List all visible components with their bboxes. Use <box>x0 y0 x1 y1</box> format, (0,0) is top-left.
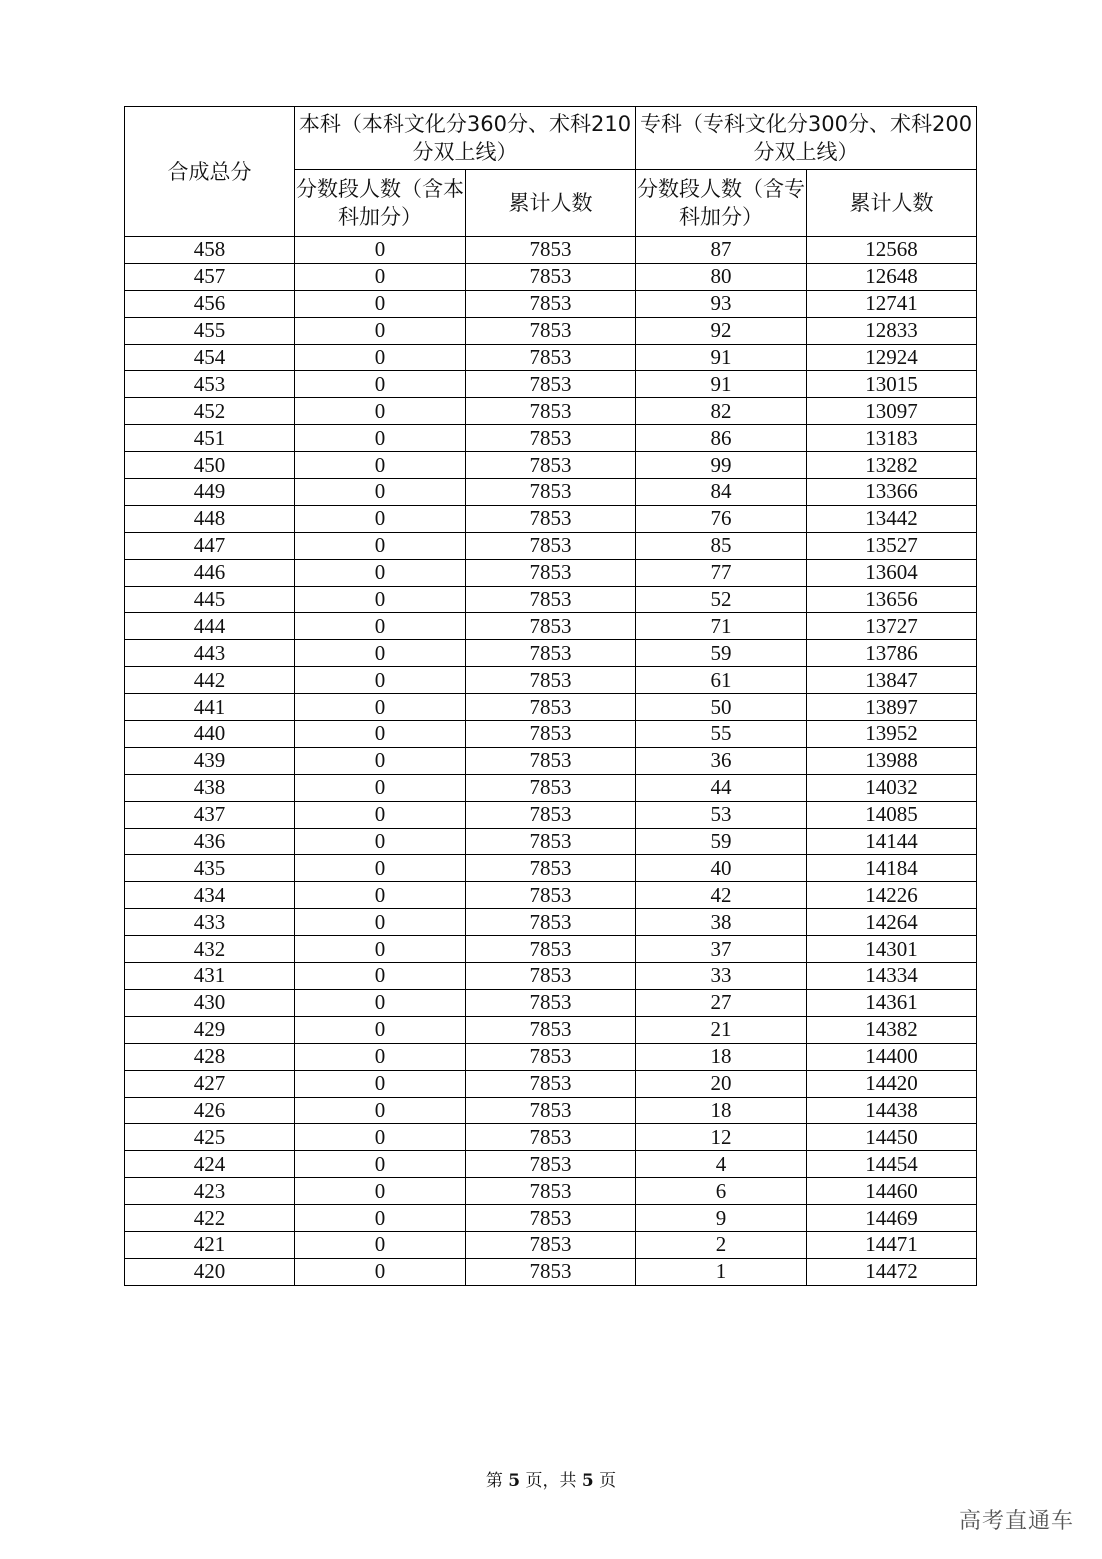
table-row <box>125 1231 977 1258</box>
table-row <box>125 1097 977 1124</box>
header-junior-cumulative: 累计人数 <box>807 170 977 237</box>
header-total-score: 合成总分 <box>125 107 295 237</box>
cell-total-score: 435 <box>125 855 295 882</box>
cell-junior-cumulative: 14032 <box>807 774 977 801</box>
cell-undergrad-cumulative: 7853 <box>466 667 636 694</box>
cell-undergrad-segment: 0 <box>295 801 466 828</box>
cell-junior-cumulative: 14450 <box>807 1124 977 1151</box>
cell-undergrad-segment: 0 <box>295 667 466 694</box>
table-row <box>125 801 977 828</box>
cell-junior-cumulative: 14144 <box>807 828 977 855</box>
cell-junior-segment: 1 <box>636 1258 807 1285</box>
cell-total-score: 425 <box>125 1124 295 1151</box>
cell-undergrad-cumulative: 7853 <box>466 882 636 909</box>
cell-undergrad-segment: 0 <box>295 1178 466 1205</box>
cell-undergrad-cumulative: 7853 <box>466 774 636 801</box>
cell-undergrad-segment: 0 <box>295 371 466 398</box>
table-row <box>125 1124 977 1151</box>
cell-junior-cumulative: 14400 <box>807 1043 977 1070</box>
cell-total-score: 451 <box>125 425 295 452</box>
cell-junior-segment: 99 <box>636 452 807 479</box>
cell-undergrad-cumulative: 7853 <box>466 963 636 990</box>
cell-junior-cumulative: 14264 <box>807 909 977 936</box>
cell-junior-segment: 37 <box>636 936 807 963</box>
cell-junior-cumulative: 13727 <box>807 613 977 640</box>
cell-junior-cumulative: 12924 <box>807 344 977 371</box>
cell-junior-cumulative: 14085 <box>807 801 977 828</box>
cell-undergrad-cumulative: 7853 <box>466 828 636 855</box>
cell-junior-segment: 18 <box>636 1097 807 1124</box>
cell-junior-cumulative: 14472 <box>807 1258 977 1285</box>
cell-undergrad-segment: 0 <box>295 559 466 586</box>
cell-total-score: 457 <box>125 263 295 290</box>
cell-undergrad-segment: 0 <box>295 425 466 452</box>
table-row <box>125 586 977 613</box>
cell-junior-cumulative: 13897 <box>807 694 977 721</box>
table-row <box>125 452 977 479</box>
table-row <box>125 344 977 371</box>
cell-undergrad-segment: 0 <box>295 855 466 882</box>
cell-undergrad-cumulative: 7853 <box>466 1124 636 1151</box>
cell-total-score: 432 <box>125 936 295 963</box>
cell-undergrad-segment: 0 <box>295 747 466 774</box>
footer-suffix: 页 <box>599 1471 617 1491</box>
cell-total-score: 448 <box>125 505 295 532</box>
cell-undergrad-cumulative: 7853 <box>466 505 636 532</box>
cell-junior-segment: 84 <box>636 479 807 506</box>
cell-undergrad-cumulative: 7853 <box>466 909 636 936</box>
cell-undergrad-cumulative: 7853 <box>466 1097 636 1124</box>
cell-junior-segment: 2 <box>636 1231 807 1258</box>
cell-junior-cumulative: 14460 <box>807 1178 977 1205</box>
cell-junior-cumulative: 14301 <box>807 936 977 963</box>
cell-junior-segment: 50 <box>636 694 807 721</box>
cell-total-score: 441 <box>125 694 295 721</box>
table-row <box>125 1043 977 1070</box>
cell-undergrad-segment: 0 <box>295 989 466 1016</box>
cell-junior-segment: 82 <box>636 398 807 425</box>
cell-undergrad-cumulative: 7853 <box>466 936 636 963</box>
watermark-text: 高考直通车 <box>958 1509 1074 1534</box>
cell-junior-cumulative: 13442 <box>807 505 977 532</box>
cell-junior-segment: 76 <box>636 505 807 532</box>
cell-undergrad-segment: 0 <box>295 532 466 559</box>
cell-undergrad-segment: 0 <box>295 1070 466 1097</box>
cell-junior-segment: 12 <box>636 1124 807 1151</box>
cell-total-score: 453 <box>125 371 295 398</box>
cell-junior-segment: 55 <box>636 721 807 748</box>
cell-junior-segment: 52 <box>636 586 807 613</box>
cell-undergrad-cumulative: 7853 <box>466 344 636 371</box>
cell-undergrad-segment: 0 <box>295 640 466 667</box>
table-row <box>125 237 977 264</box>
header-undergrad-segment: 分数段人数（含本科加分） <box>295 170 466 237</box>
cell-total-score: 424 <box>125 1151 295 1178</box>
cell-junior-cumulative: 12568 <box>807 237 977 264</box>
cell-total-score: 440 <box>125 721 295 748</box>
cell-undergrad-cumulative: 7853 <box>466 855 636 882</box>
cell-junior-cumulative: 14334 <box>807 963 977 990</box>
cell-undergrad-segment: 0 <box>295 1231 466 1258</box>
header-undergrad-cumulative: 累计人数 <box>466 170 636 237</box>
cell-undergrad-segment: 0 <box>295 1205 466 1232</box>
cell-junior-cumulative: 14471 <box>807 1231 977 1258</box>
table-row <box>125 613 977 640</box>
cell-junior-segment: 91 <box>636 371 807 398</box>
cell-junior-segment: 42 <box>636 882 807 909</box>
cell-undergrad-cumulative: 7853 <box>466 747 636 774</box>
table-row <box>125 1151 977 1178</box>
cell-undergrad-segment: 0 <box>295 586 466 613</box>
cell-undergrad-segment: 0 <box>295 1016 466 1043</box>
cell-total-score: 447 <box>125 532 295 559</box>
cell-undergrad-cumulative: 7853 <box>466 237 636 264</box>
cell-undergrad-cumulative: 7853 <box>466 371 636 398</box>
cell-junior-cumulative: 14420 <box>807 1070 977 1097</box>
table-header <box>125 107 977 237</box>
cell-junior-segment: 71 <box>636 613 807 640</box>
cell-undergrad-segment: 0 <box>295 1124 466 1151</box>
cell-junior-segment: 61 <box>636 667 807 694</box>
cell-junior-segment: 18 <box>636 1043 807 1070</box>
cell-junior-cumulative: 13282 <box>807 452 977 479</box>
cell-undergrad-cumulative: 7853 <box>466 586 636 613</box>
table-row <box>125 1178 977 1205</box>
cell-junior-cumulative: 13952 <box>807 721 977 748</box>
cell-undergrad-cumulative: 7853 <box>466 398 636 425</box>
cell-junior-cumulative: 13097 <box>807 398 977 425</box>
cell-undergrad-cumulative: 7853 <box>466 317 636 344</box>
table-row <box>125 1070 977 1097</box>
cell-total-score: 427 <box>125 1070 295 1097</box>
cell-undergrad-cumulative: 7853 <box>466 290 636 317</box>
cell-junior-segment: 87 <box>636 237 807 264</box>
cell-junior-cumulative: 14382 <box>807 1016 977 1043</box>
table-row <box>125 721 977 748</box>
cell-undergrad-segment: 0 <box>295 317 466 344</box>
cell-undergrad-cumulative: 7853 <box>466 559 636 586</box>
cell-undergrad-segment: 0 <box>295 263 466 290</box>
header-junior-group: 专科（专科文化分300分、术科200分双上线） <box>636 107 977 170</box>
cell-junior-segment: 59 <box>636 640 807 667</box>
cell-total-score: 444 <box>125 613 295 640</box>
table-row <box>125 1258 977 1285</box>
cell-undergrad-cumulative: 7853 <box>466 479 636 506</box>
cell-junior-segment: 77 <box>636 559 807 586</box>
cell-junior-segment: 40 <box>636 855 807 882</box>
cell-total-score: 436 <box>125 828 295 855</box>
cell-undergrad-segment: 0 <box>295 828 466 855</box>
cell-junior-segment: 6 <box>636 1178 807 1205</box>
cell-junior-cumulative: 14184 <box>807 855 977 882</box>
table-row <box>125 317 977 344</box>
cell-undergrad-segment: 0 <box>295 694 466 721</box>
cell-undergrad-cumulative: 7853 <box>466 1043 636 1070</box>
table-row <box>125 532 977 559</box>
cell-undergrad-segment: 0 <box>295 909 466 936</box>
table-row <box>125 936 977 963</box>
cell-total-score: 456 <box>125 290 295 317</box>
cell-junior-cumulative: 13786 <box>807 640 977 667</box>
cell-junior-cumulative: 14469 <box>807 1205 977 1232</box>
cell-junior-cumulative: 14226 <box>807 882 977 909</box>
cell-undergrad-segment: 0 <box>295 237 466 264</box>
cell-undergrad-segment: 0 <box>295 1043 466 1070</box>
table-row <box>125 747 977 774</box>
cell-junior-cumulative: 13015 <box>807 371 977 398</box>
header-row-group <box>125 107 977 170</box>
cell-undergrad-cumulative: 7853 <box>466 640 636 667</box>
footer-middle: 页，共 <box>525 1471 577 1491</box>
cell-undergrad-cumulative: 7853 <box>466 1178 636 1205</box>
cell-undergrad-cumulative: 7853 <box>466 1151 636 1178</box>
header-undergrad-group: 本科（本科文化分360分、术科210分双上线） <box>295 107 636 170</box>
table-row <box>125 963 977 990</box>
table-row <box>125 479 977 506</box>
cell-total-score: 438 <box>125 774 295 801</box>
cell-undergrad-segment: 0 <box>295 613 466 640</box>
cell-undergrad-segment: 0 <box>295 344 466 371</box>
cell-undergrad-segment: 0 <box>295 963 466 990</box>
cell-undergrad-cumulative: 7853 <box>466 989 636 1016</box>
cell-junior-cumulative: 13366 <box>807 479 977 506</box>
table-row <box>125 263 977 290</box>
cell-junior-segment: 4 <box>636 1151 807 1178</box>
table-row <box>125 667 977 694</box>
cell-undergrad-cumulative: 7853 <box>466 452 636 479</box>
cell-junior-segment: 86 <box>636 425 807 452</box>
cell-undergrad-cumulative: 7853 <box>466 1258 636 1285</box>
cell-junior-cumulative: 13527 <box>807 532 977 559</box>
cell-undergrad-cumulative: 7853 <box>466 1070 636 1097</box>
cell-undergrad-cumulative: 7853 <box>466 801 636 828</box>
page-footer <box>0 1466 1102 1491</box>
cell-junior-segment: 21 <box>636 1016 807 1043</box>
cell-junior-segment: 36 <box>636 747 807 774</box>
cell-undergrad-segment: 0 <box>295 505 466 532</box>
cell-junior-cumulative: 13847 <box>807 667 977 694</box>
cell-total-score: 434 <box>125 882 295 909</box>
cell-total-score: 454 <box>125 344 295 371</box>
cell-undergrad-segment: 0 <box>295 479 466 506</box>
cell-junior-cumulative: 14438 <box>807 1097 977 1124</box>
cell-total-score: 442 <box>125 667 295 694</box>
score-distribution-table <box>124 106 977 1286</box>
cell-undergrad-segment: 0 <box>295 452 466 479</box>
footer-page-number: 5 <box>508 1471 521 1491</box>
table-row <box>125 989 977 1016</box>
cell-total-score: 443 <box>125 640 295 667</box>
table-row <box>125 505 977 532</box>
table-row <box>125 1016 977 1043</box>
cell-junior-cumulative: 13183 <box>807 425 977 452</box>
cell-undergrad-cumulative: 7853 <box>466 694 636 721</box>
table-row <box>125 828 977 855</box>
cell-total-score: 426 <box>125 1097 295 1124</box>
cell-junior-cumulative: 12741 <box>807 290 977 317</box>
cell-total-score: 458 <box>125 237 295 264</box>
table-row <box>125 694 977 721</box>
cell-undergrad-segment: 0 <box>295 1097 466 1124</box>
table-row <box>125 559 977 586</box>
cell-total-score: 431 <box>125 963 295 990</box>
cell-total-score: 446 <box>125 559 295 586</box>
cell-total-score: 422 <box>125 1205 295 1232</box>
cell-total-score: 430 <box>125 989 295 1016</box>
cell-junior-cumulative: 13656 <box>807 586 977 613</box>
cell-undergrad-segment: 0 <box>295 936 466 963</box>
table-row <box>125 425 977 452</box>
cell-junior-segment: 53 <box>636 801 807 828</box>
table-row <box>125 371 977 398</box>
cell-junior-segment: 44 <box>636 774 807 801</box>
cell-junior-cumulative: 13988 <box>807 747 977 774</box>
table-row <box>125 909 977 936</box>
cell-junior-segment: 33 <box>636 963 807 990</box>
table-row <box>125 290 977 317</box>
cell-junior-segment: 9 <box>636 1205 807 1232</box>
cell-total-score: 428 <box>125 1043 295 1070</box>
table-row <box>125 882 977 909</box>
header-junior-segment: 分数段人数（含专科加分） <box>636 170 807 237</box>
cell-undergrad-segment: 0 <box>295 290 466 317</box>
cell-junior-segment: 92 <box>636 317 807 344</box>
cell-junior-segment: 59 <box>636 828 807 855</box>
footer-prefix: 第 <box>485 1471 503 1491</box>
cell-junior-segment: 85 <box>636 532 807 559</box>
cell-undergrad-segment: 0 <box>295 721 466 748</box>
cell-total-score: 450 <box>125 452 295 479</box>
cell-junior-segment: 38 <box>636 909 807 936</box>
table-row <box>125 774 977 801</box>
cell-total-score: 439 <box>125 747 295 774</box>
cell-junior-segment: 20 <box>636 1070 807 1097</box>
cell-junior-cumulative: 13604 <box>807 559 977 586</box>
cell-junior-segment: 93 <box>636 290 807 317</box>
cell-junior-cumulative: 14361 <box>807 989 977 1016</box>
cell-undergrad-segment: 0 <box>295 1151 466 1178</box>
table-row <box>125 640 977 667</box>
cell-undergrad-segment: 0 <box>295 1258 466 1285</box>
cell-total-score: 437 <box>125 801 295 828</box>
table-row <box>125 1205 977 1232</box>
cell-junior-cumulative: 14454 <box>807 1151 977 1178</box>
cell-undergrad-segment: 0 <box>295 882 466 909</box>
cell-junior-segment: 91 <box>636 344 807 371</box>
table-row <box>125 855 977 882</box>
cell-total-score: 452 <box>125 398 295 425</box>
cell-junior-segment: 27 <box>636 989 807 1016</box>
cell-undergrad-cumulative: 7853 <box>466 425 636 452</box>
cell-undergrad-segment: 0 <box>295 398 466 425</box>
table-row <box>125 398 977 425</box>
cell-undergrad-cumulative: 7853 <box>466 1205 636 1232</box>
cell-undergrad-cumulative: 7853 <box>466 1231 636 1258</box>
cell-junior-segment: 80 <box>636 263 807 290</box>
cell-total-score: 421 <box>125 1231 295 1258</box>
cell-total-score: 445 <box>125 586 295 613</box>
cell-total-score: 429 <box>125 1016 295 1043</box>
table-body <box>125 237 977 1286</box>
cell-total-score: 423 <box>125 1178 295 1205</box>
cell-undergrad-segment: 0 <box>295 774 466 801</box>
cell-junior-cumulative: 12648 <box>807 263 977 290</box>
cell-undergrad-cumulative: 7853 <box>466 263 636 290</box>
cell-junior-cumulative: 12833 <box>807 317 977 344</box>
cell-undergrad-cumulative: 7853 <box>466 532 636 559</box>
cell-undergrad-cumulative: 7853 <box>466 1016 636 1043</box>
cell-total-score: 433 <box>125 909 295 936</box>
cell-undergrad-cumulative: 7853 <box>466 721 636 748</box>
cell-undergrad-cumulative: 7853 <box>466 613 636 640</box>
cell-total-score: 449 <box>125 479 295 506</box>
cell-total-score: 455 <box>125 317 295 344</box>
cell-total-score: 420 <box>125 1258 295 1285</box>
footer-total-pages: 5 <box>581 1471 594 1491</box>
